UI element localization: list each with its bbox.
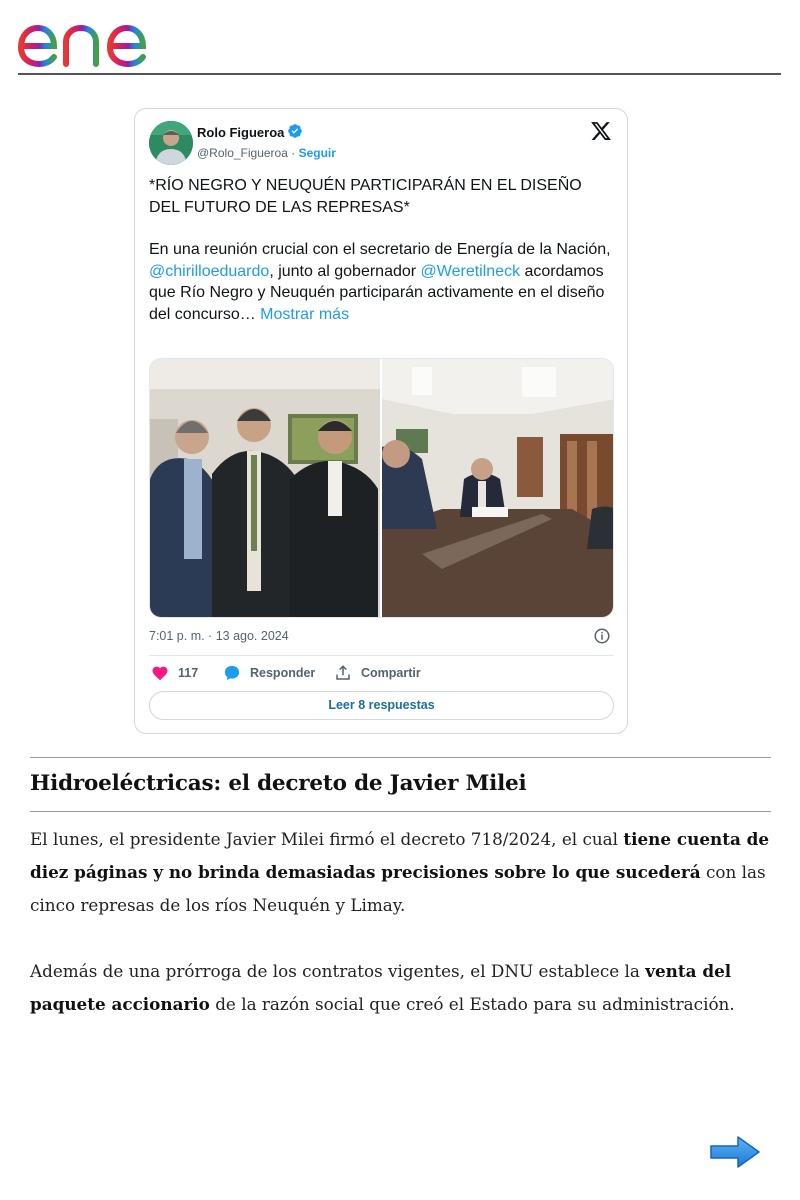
text-run: Además de una prórroga de los contratos vigentes, el DNU establece la bbox=[30, 961, 646, 981]
info-icon[interactable] bbox=[593, 627, 611, 645]
verified-badge-icon bbox=[287, 123, 303, 139]
section-divider-top bbox=[30, 757, 771, 758]
speech-bubble-icon bbox=[223, 664, 241, 682]
tweet-timestamp[interactable]: 7:01 p. m. · 13 ago. 2024 bbox=[149, 629, 289, 643]
author-handle[interactable]: @Rolo_Figueroa bbox=[197, 146, 288, 160]
author-name[interactable]: Rolo Figueroa bbox=[197, 125, 285, 140]
photo-group-standing[interactable] bbox=[150, 359, 380, 618]
x-logo-icon[interactable] bbox=[590, 120, 612, 142]
text-run: de la razón social que creó el Estado para su administración. bbox=[209, 994, 735, 1014]
reply-label: Responder bbox=[250, 666, 316, 680]
handle-row bbox=[197, 146, 336, 160]
mention-link[interactable]: @chirilloeduardo bbox=[149, 262, 270, 280]
tweet-title: *RÍO NEGRO Y NEUQUÉN PARTICIPARÁN EN EL DISEÑO DEL FUTURO DE LAS REPRESAS* bbox=[149, 177, 582, 216]
bold-text: tiene cuenta de diez páginas y no brinda demasiadas precisiones sobre lo que sucederá bbox=[30, 829, 770, 882]
photo-meeting-table[interactable] bbox=[382, 359, 614, 618]
read-replies-button[interactable]: Leer 8 respuestas bbox=[149, 691, 614, 720]
follow-button[interactable]: Seguir bbox=[298, 146, 336, 160]
embedded-tweet bbox=[134, 108, 628, 734]
tweet-text bbox=[149, 175, 615, 347]
show-more-link[interactable]: Mostrar más bbox=[260, 305, 350, 323]
tweet-body-part: , junto al gobernador bbox=[269, 262, 421, 280]
handle-separator: · bbox=[287, 146, 299, 160]
tweet-body bbox=[149, 239, 615, 325]
site-header bbox=[0, 0, 800, 76]
tweet-body-part: acordamos que Río Negro y Neuquén participarán activamente en el diseño del concurso… bbox=[149, 262, 605, 323]
text-run: con las cinco represas de los ríos Neuquén y Limay. bbox=[30, 862, 766, 915]
tweet-media[interactable] bbox=[149, 358, 614, 618]
article-paragraph bbox=[30, 823, 775, 922]
header-divider bbox=[18, 73, 781, 75]
article-body bbox=[30, 823, 775, 1054]
bold-text: venta del paquete accionario bbox=[30, 961, 732, 1014]
tweet-body-part: En una reunión crucial con el secretario de Energía de la Nación, bbox=[149, 241, 611, 259]
share-button[interactable] bbox=[334, 664, 421, 682]
tweet-actions bbox=[149, 664, 614, 684]
heart-icon bbox=[151, 664, 169, 682]
share-label: Compartir bbox=[361, 666, 421, 680]
article-paragraph bbox=[30, 955, 775, 1021]
share-icon bbox=[334, 664, 352, 682]
section-divider-bottom bbox=[30, 811, 771, 812]
text-run: El lunes, el presidente Javier Milei firmó el decreto 718/2024, el cual bbox=[30, 829, 624, 849]
like-count: 117 bbox=[178, 666, 199, 680]
article-heading: Hidroeléctricas: el decreto de Javier Milei bbox=[30, 771, 527, 796]
mention-link[interactable]: @Weretilneck bbox=[420, 262, 521, 280]
like-button[interactable] bbox=[151, 664, 198, 682]
enel-logo[interactable] bbox=[16, 6, 186, 70]
avatar[interactable] bbox=[149, 121, 193, 165]
reply-button[interactable] bbox=[223, 664, 315, 682]
arrow-right-icon[interactable] bbox=[708, 1134, 762, 1170]
tweet-divider bbox=[149, 655, 614, 656]
